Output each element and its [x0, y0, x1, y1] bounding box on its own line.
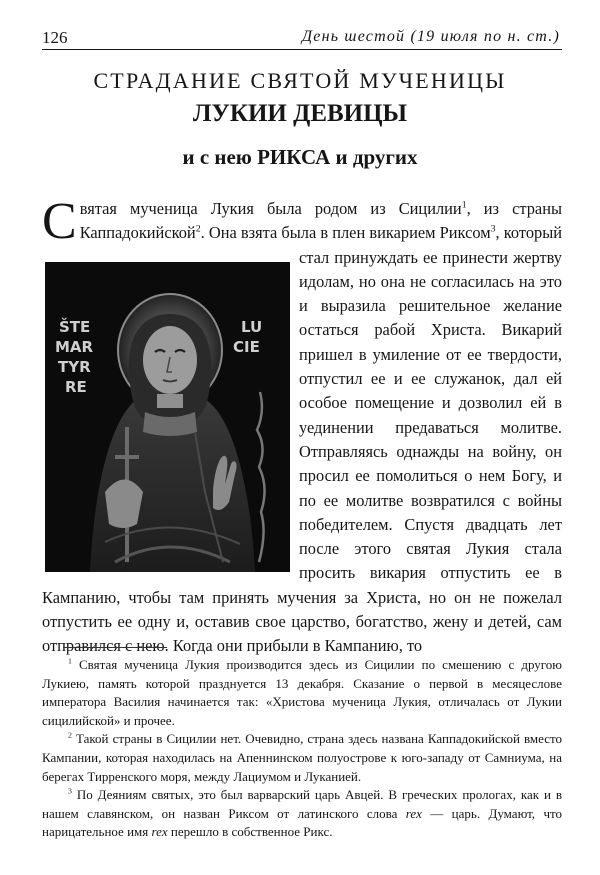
- header-rule: [42, 49, 562, 50]
- footnote-3: [42, 786, 562, 842]
- body-text: [42, 193, 562, 659]
- page-number: 126: [42, 28, 68, 47]
- latin-word: rex: [405, 805, 422, 821]
- inscription-left-1: ŠTE: [59, 317, 91, 336]
- footnote-text: По Деяниям святых, это был варварский царь Авцей. В греческих прологах, как и в нашем славянском, он назван Риксом от латинского слова: [42, 787, 562, 821]
- footnote-ref: 3: [490, 223, 496, 235]
- footnote-text: Такой страны в Сицилии нет. Очевидно, страна здесь названа Каппадокийской вместо Кампании, которая находилась на Апеннинском полуострове к юго-западу от Самниума, на берегах Тирренского моря, между Лациумом и Луканией.: [42, 731, 563, 784]
- footnote-number: 1: [68, 656, 72, 666]
- footnotes: [42, 656, 562, 842]
- body-segment: . Она взята была в плен викарием Риксом: [200, 223, 491, 243]
- footnote-text: — царь. Думают, что нарицательное имя: [42, 805, 562, 840]
- body-segment: , который стал принуждать ее принести жертву идолам, но она не согласилась на это и выразила решительное желание остаться рабой Христа. Викарий пришел в умиление от ее твердости, отпустил ее и ее служанок, дал ей особое помещение и дозволил ей в уединении предаваться молитве. Отправляясь однажды на войну, он просил ее помолиться о нем Богу, и по ее молитве возвратился с войны победителем. Спустя двадцать лет после этого святая Лукия стала просить викария отпустить ее в Кампанию, чтобы там принять мучения за Христа, но он не пожелал отпустить ее одну и, оставив свое царство, богатство, жену и детей, сам отправился с нею. Когда они прибыли в Кампанию, то: [42, 223, 562, 656]
- saint-lucy-icon: [45, 262, 290, 572]
- title-line-1: СТРАДАНИЕ СВЯТОЙ МУЧЕНИЦЫ: [93, 68, 507, 93]
- inscription-right-2: CIE: [233, 337, 260, 356]
- inscription-left-3: TYR: [58, 357, 91, 376]
- footnote-2: [42, 730, 562, 786]
- footnote-ref: 1: [461, 199, 467, 211]
- footnote-ref: 2: [195, 223, 201, 235]
- latin-word: rex: [151, 824, 168, 840]
- drop-cap: С: [42, 193, 77, 250]
- footnote-text: перешло в собственное Рикс.: [167, 824, 333, 840]
- title-line-3: и с нею РИКСА и других: [182, 145, 418, 169]
- running-head: [42, 28, 562, 50]
- inscription-left-2: MAR: [55, 337, 94, 356]
- footnote-number: 2: [68, 731, 72, 741]
- icon-illustration: [45, 262, 290, 572]
- inscription-right-1: LU: [241, 317, 263, 336]
- inscription-left-4: RE: [65, 377, 87, 396]
- footnote-number: 3: [68, 786, 72, 796]
- body-segment: , из страны Каппадокийской: [79, 199, 562, 243]
- running-title: День шестой (19 июля по н. ст.): [301, 28, 560, 45]
- footnote-rule: [63, 647, 167, 648]
- body-segment: вятая мученица Лукия была родом из Сицилии: [79, 199, 462, 218]
- title-line-2: ЛУКИИ ДЕВИЦЫ: [192, 100, 408, 127]
- footnote-text: Святая мученица Лукия производится здесь из Сицилии по смешению с другою Лукиею, память которой празднуется 13 декабря. Сказание о первой в месяцеслове императора Василия начинается так: «Христова мученица Лукия, отличалась от Лукии сицилийской» и прочее.: [42, 657, 562, 728]
- footnote-1: [42, 656, 562, 730]
